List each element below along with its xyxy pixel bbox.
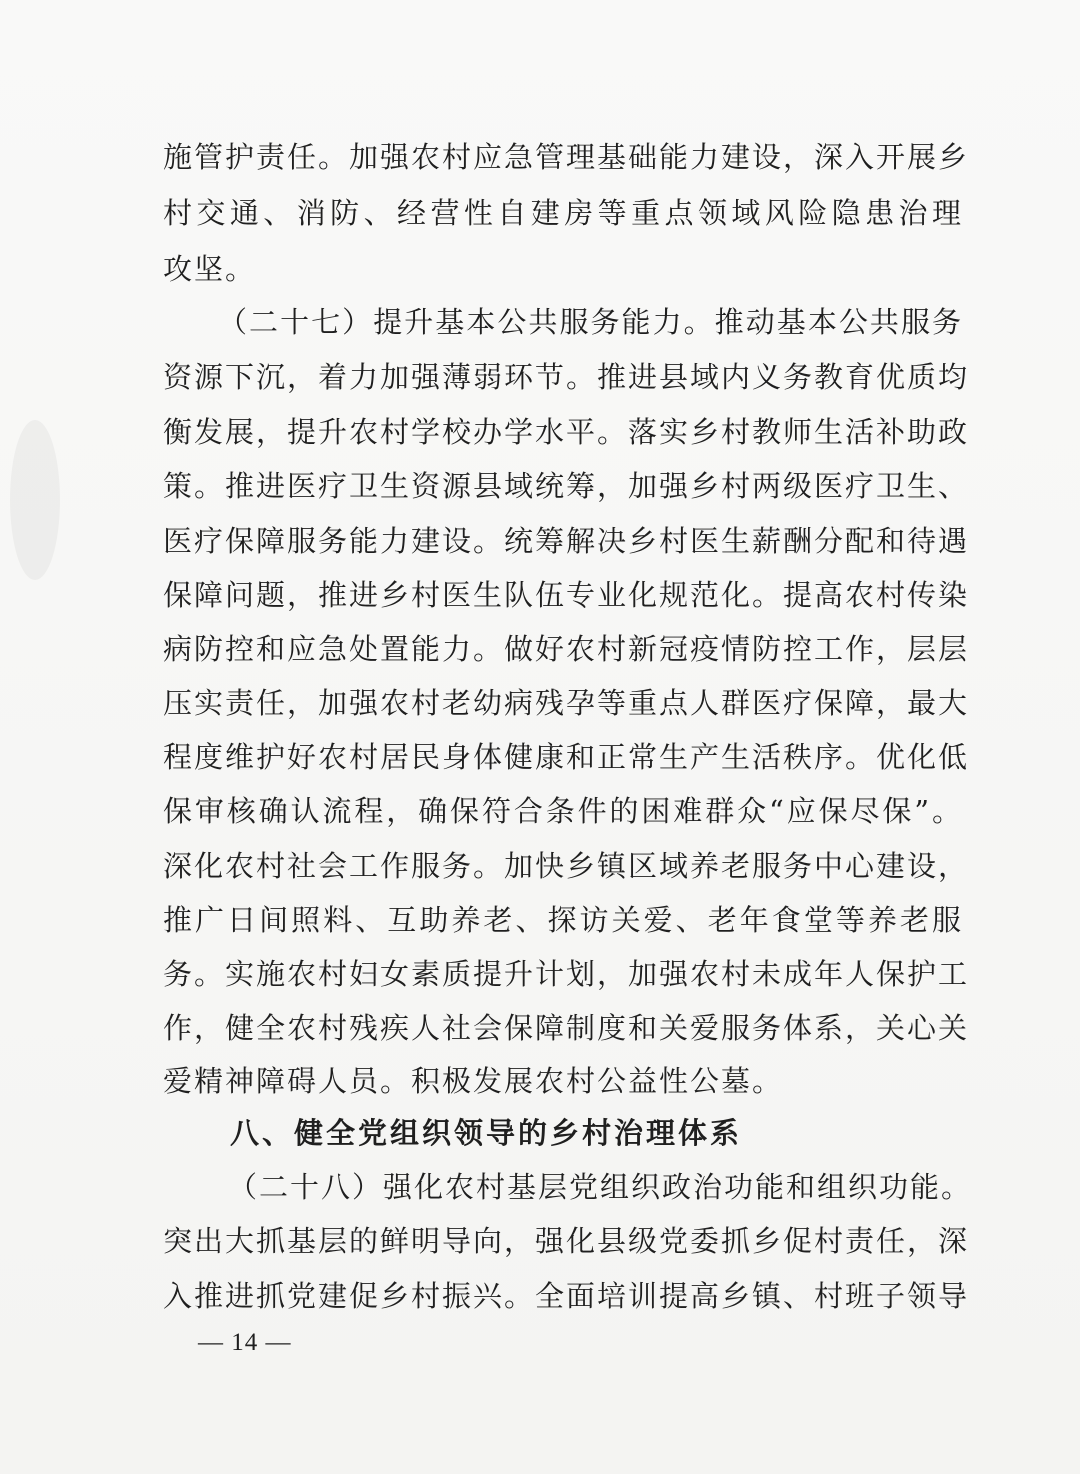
body-line-11: 压实责任，加强农村老幼病残孕等重点人群医疗保障，最大 — [163, 686, 970, 720]
body-line-6: 衡发展，提升农村学校办学水平。落实乡村教师生活补助政 — [163, 415, 970, 449]
body-line-1: 施管护责任。加强农村应急管理基础能力建设，深入开展乡 — [163, 140, 970, 174]
section-27-heading-line: （二十七）提升基本公共服务能力。推动基本公共服务 — [218, 305, 963, 339]
body-line-21: 突出大抓基层的鲜明导向，强化县级党委抓乡促村责任，深 — [163, 1224, 970, 1258]
section-8-heading: 八、健全党组织领导的乡村治理体系 — [230, 1116, 743, 1150]
body-line-12: 程度维护好农村居民身体健康和正常生产生活秩序。优化低 — [163, 740, 970, 774]
body-line-17: 作，健全农村残疾人社会保障制度和关爱服务体系，关心关 — [163, 1011, 970, 1045]
body-line-13: 保审核确认流程，确保符合条件的困难群众“应保尽保”。 — [163, 794, 963, 828]
body-line-2: 村交通、消防、经营性自建房等重点领域风险隐患治理 — [163, 196, 963, 230]
body-line-18: 爱精神障碍人员。积极发展农村公益性公墓。 — [163, 1064, 784, 1098]
body-line-5: 资源下沉，着力加强薄弱环节。推进县域内义务教育优质均 — [163, 360, 970, 394]
body-line-14: 深化农村社会工作服务。加快乡镇区域养老服务中心建设， — [163, 849, 970, 883]
body-line-7: 策。推进医疗卫生资源县域统筹，加强乡村两级医疗卫生、 — [163, 469, 970, 503]
body-line-16: 务。实施农村妇女素质提升计划，加强农村未成年人保护工 — [163, 957, 970, 991]
page-number: — 14 — — [198, 1329, 292, 1356]
body-line-8: 医疗保障服务能力建设。统筹解决乡村医生薪酬分配和待遇 — [163, 524, 970, 558]
body-line-9: 保障问题，推进乡村医生队伍专业化规范化。提高农村传染 — [163, 578, 970, 612]
body-line-22: 入推进抓党建促乡村振兴。全面培训提高乡镇、村班子领导 — [163, 1279, 970, 1313]
body-line-15: 推广日间照料、互助养老、探访关爱、老年食堂等养老服 — [163, 903, 963, 937]
body-line-10: 病防控和应急处置能力。做好农村新冠疫情防控工作，层层 — [163, 632, 970, 666]
scan-shadow — [10, 420, 60, 580]
body-line-3: 攻坚。 — [163, 252, 257, 286]
section-28-heading-line: （二十八）强化农村基层党组织政治功能和组织功能。 — [228, 1170, 973, 1204]
